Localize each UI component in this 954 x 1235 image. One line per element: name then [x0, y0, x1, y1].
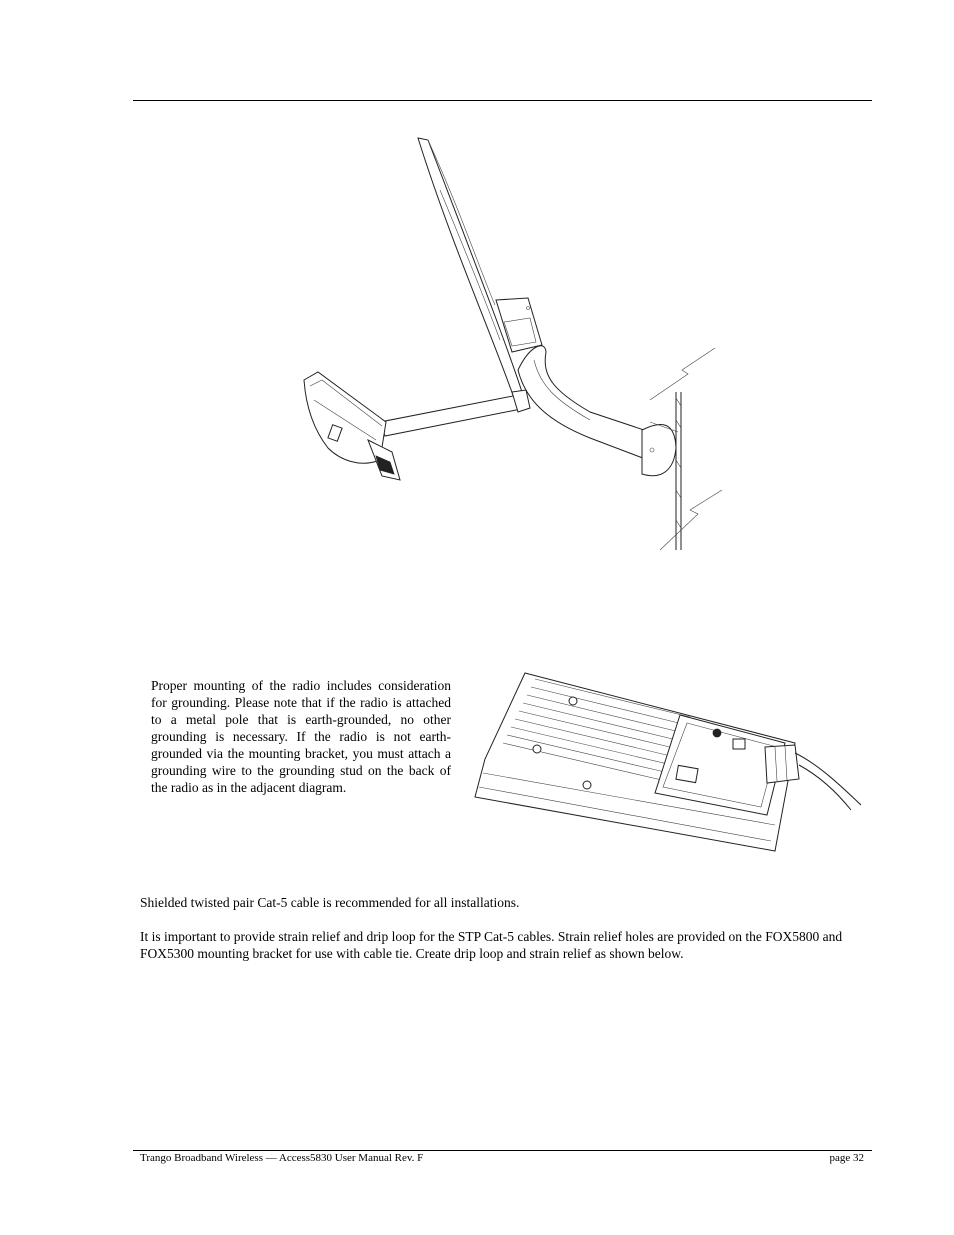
- strain-relief-paragraph: It is important to provide strain relief and drip loop for the STP Cat-5 cables. Strain relief holes are provided on the FOX5800 and FOX5300 mounting bracket for use with cable tie. Create drip loop and strain relief as shown below.: [140, 929, 843, 961]
- grounding-paragraph: Proper mounting of the radio includes consideration for grounding. Please note that if the radio is attached to a metal pole that is earth-grounded, no other grounding is necessary. If the radio is not earth-grounded via the mounting bracket, you must attach a grounding wire to the grounding stud on the back of the radio as in the adjacent diagram.: [151, 678, 451, 795]
- footer-rule: [133, 1150, 872, 1151]
- cable-recommendation-paragraph: Shielded twisted pair Cat-5 cable is recommended for all installations.: [140, 895, 520, 910]
- radio-grounding-stud-figure: [465, 665, 865, 855]
- header-rule: [133, 100, 872, 101]
- page-number: page 32: [829, 1152, 864, 1164]
- dish-antenna-wall-mount-figure: [290, 130, 730, 570]
- footer-title: Trango Broadband Wireless — Access5830 User Manual Rev. F: [140, 1152, 424, 1164]
